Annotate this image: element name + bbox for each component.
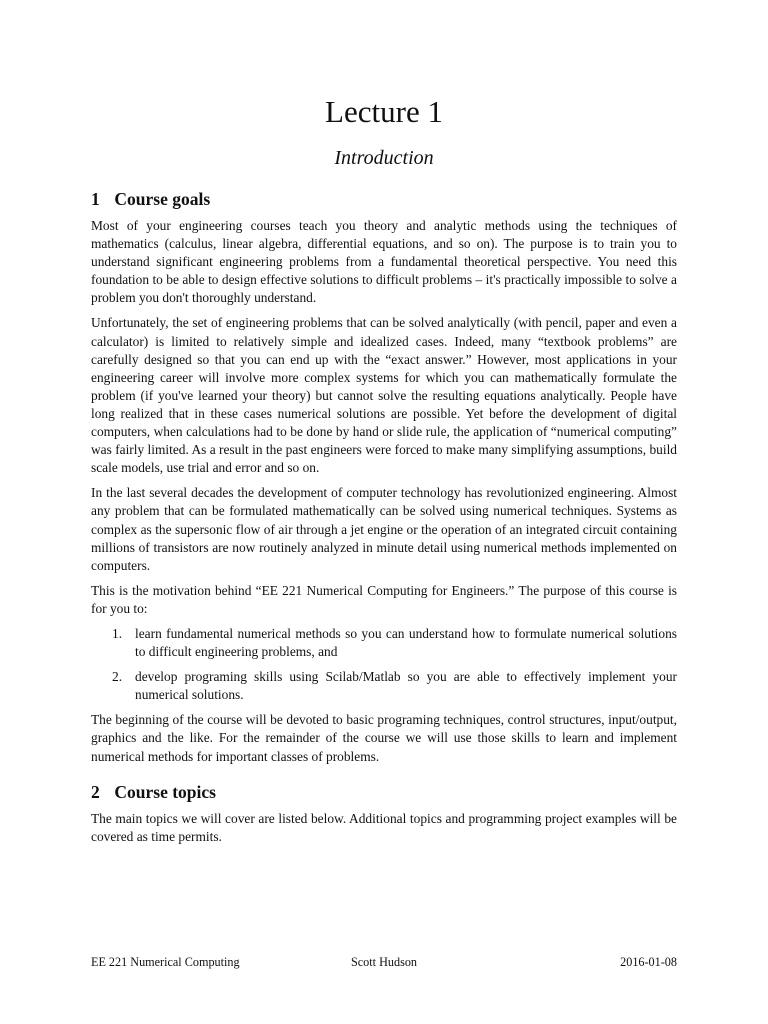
section-title: Course topics: [114, 781, 216, 802]
footer-course: EE 221 Numerical Computing: [91, 955, 240, 969]
section-heading: [91, 781, 677, 803]
paragraph: This is the motivation behind “EE 221 Numerical Computing for Engineers.” The purpose of this course is for you to:: [91, 582, 677, 616]
paragraph: The main topics we will cover are listed below. Additional topics and programming project examples will be covered as time permits.: [91, 810, 677, 844]
section-number: 2: [91, 781, 100, 802]
section-heading: [91, 188, 677, 210]
list-marker: 1.: [112, 625, 123, 641]
footer-author: Scott Hudson: [350, 955, 418, 969]
list-marker: 2.: [112, 669, 123, 685]
paragraph: The beginning of the course will be devoted to basic programing techniques, control structures, input/output, graphics and the like. For the remainder of the course we will use those skills to learn and implement numerical methods for important classes of problems.: [91, 712, 677, 764]
list-item-text: develop programing skills using Scilab/Matlab so you are able to effectively implement your numerical solutions.: [135, 669, 677, 703]
numbered-list: [91, 625, 677, 704]
section-course-topics: [91, 781, 677, 846]
footer-date: 2016-01-08: [620, 955, 677, 969]
document-body: [91, 188, 677, 853]
section-course-goals: [91, 188, 677, 766]
paragraph: In the last several decades the development of computer technology has revolutionized engineering. Almost any problem that can be formulated mathematically can be solved using numerical techniques. Systems as complex as the supersonic flow of air through a jet engine or the operation of an integrated circuit containing millions of transistors are now routinely analyzed in minute detail using numerical methods implemented on computers.: [91, 485, 677, 573]
section-title: Course goals: [114, 189, 211, 209]
list-item: [91, 625, 677, 661]
list-item: [91, 668, 677, 704]
paragraph: Most of your engineering courses teach you theory and analytic methods using the techniques of mathematics (calculus, linear algebra, differential equations, and so on). The purpose is to train you to understand significant engineering problems from a fundamental theoretical perspective. You need this foundation to be able to design effective solutions to difficult problems – it's practically impossible to solve a problem you don't thoroughly understand.: [91, 218, 677, 306]
section-number: 1: [91, 189, 100, 209]
paragraph: Unfortunately, the set of engineering problems that can be solved analytically (with pencil, paper and even a calculator) is limited to relatively simple and idealized cases. Indeed, many “textbook problems” are carefully designed so that you can end up with the “exact answer.” However, most applications in your engineering career will involve more complex systems for which you can mathematically formulate the problem (if you've learned your theory) but cannot solve the resulting equations analytically. People have long realized that in these cases numerical solutions are possible. Yet before the development of digital computers, when calculations had to be done by hand or slide rule, the application of “numerical computing” was fairly limited. As a result in the past engineers were forced to make many simplifying assumptions, build scale models, use trial and error and so on.: [91, 315, 677, 476]
page-title: Lecture 1: [325, 94, 443, 129]
page-footer: [91, 953, 677, 971]
page-subtitle: Introduction: [334, 147, 434, 169]
list-item-text: learn fundamental numerical methods so you can understand how to formulate numerical solutions to difficult engineering problems, and: [135, 625, 677, 660]
